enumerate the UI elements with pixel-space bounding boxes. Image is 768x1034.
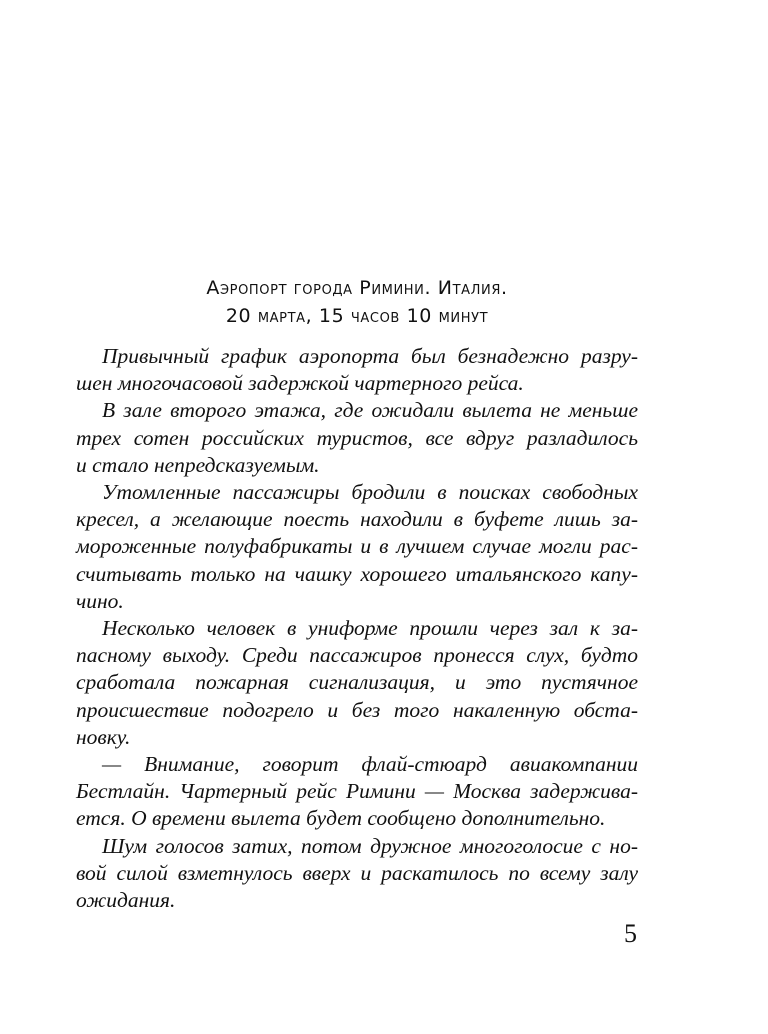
text-line: Утомленные пассажиры бродили в поисках свободных — [102, 480, 638, 505]
text-line: чино. — [76, 588, 124, 613]
text-line: Привычный график аэропорта был безнадежно разру- — [102, 344, 638, 368]
text-line: сработала пожарная сигнализация, и это пустячное — [76, 670, 638, 695]
heading-datetime: 20 марта, 15 часов 10 минут — [225, 305, 489, 327]
paragraph — [76, 343, 638, 397]
text-line: — Внимание, говорит флай-стюард авиакомпании — [102, 752, 638, 777]
page-number: 5 — [624, 919, 637, 948]
text-line: происшествие подогрело и без того накаленную обста- — [76, 697, 638, 722]
paragraph — [76, 833, 638, 915]
text-line: ожидания. — [76, 888, 176, 913]
paragraph — [76, 397, 638, 479]
text-line: трех сотен российских туристов, все вдруг разладилось — [76, 425, 638, 450]
text-line: и стало непредсказуемым. — [76, 452, 320, 477]
paragraph — [76, 751, 638, 833]
paragraph — [76, 479, 638, 615]
text-line: кресел, а желающие поесть находили в буфете лишь за- — [76, 507, 638, 532]
text-line: пасному выходу. Среди пассажиров пронесся слух, будто — [76, 643, 638, 668]
heading-location: Аэропорт города Римини. Италия. — [206, 277, 508, 299]
text-line: считывать только на чашку хорошего итальянского капу- — [76, 561, 638, 586]
text-line: Бестлайн. Чартерный рейс Римини — Москва задержива- — [76, 779, 638, 804]
text-line: В зале второго этажа, где ожидали вылета не меньше — [102, 398, 638, 423]
chapter-heading — [76, 274, 638, 330]
body-text — [76, 343, 638, 914]
text-line: вой силой взметнулось вверх и раскатилось по всему залу — [76, 860, 638, 885]
text-line: шен многочасовой задержкой чартерного рейса. — [76, 371, 524, 396]
text-line: Несколько человек в униформе прошли через зал к за- — [102, 616, 638, 641]
paragraph — [76, 615, 638, 751]
text-line: новку. — [76, 724, 131, 749]
text-line: Шум голосов затих, потом дружное многоголосие с но- — [102, 833, 638, 858]
text-line: ется. О времени вылета будет сообщено дополнительно. — [76, 806, 606, 831]
text-line: мороженные полуфабрикаты и в лучшем случае могли рас- — [76, 534, 638, 559]
